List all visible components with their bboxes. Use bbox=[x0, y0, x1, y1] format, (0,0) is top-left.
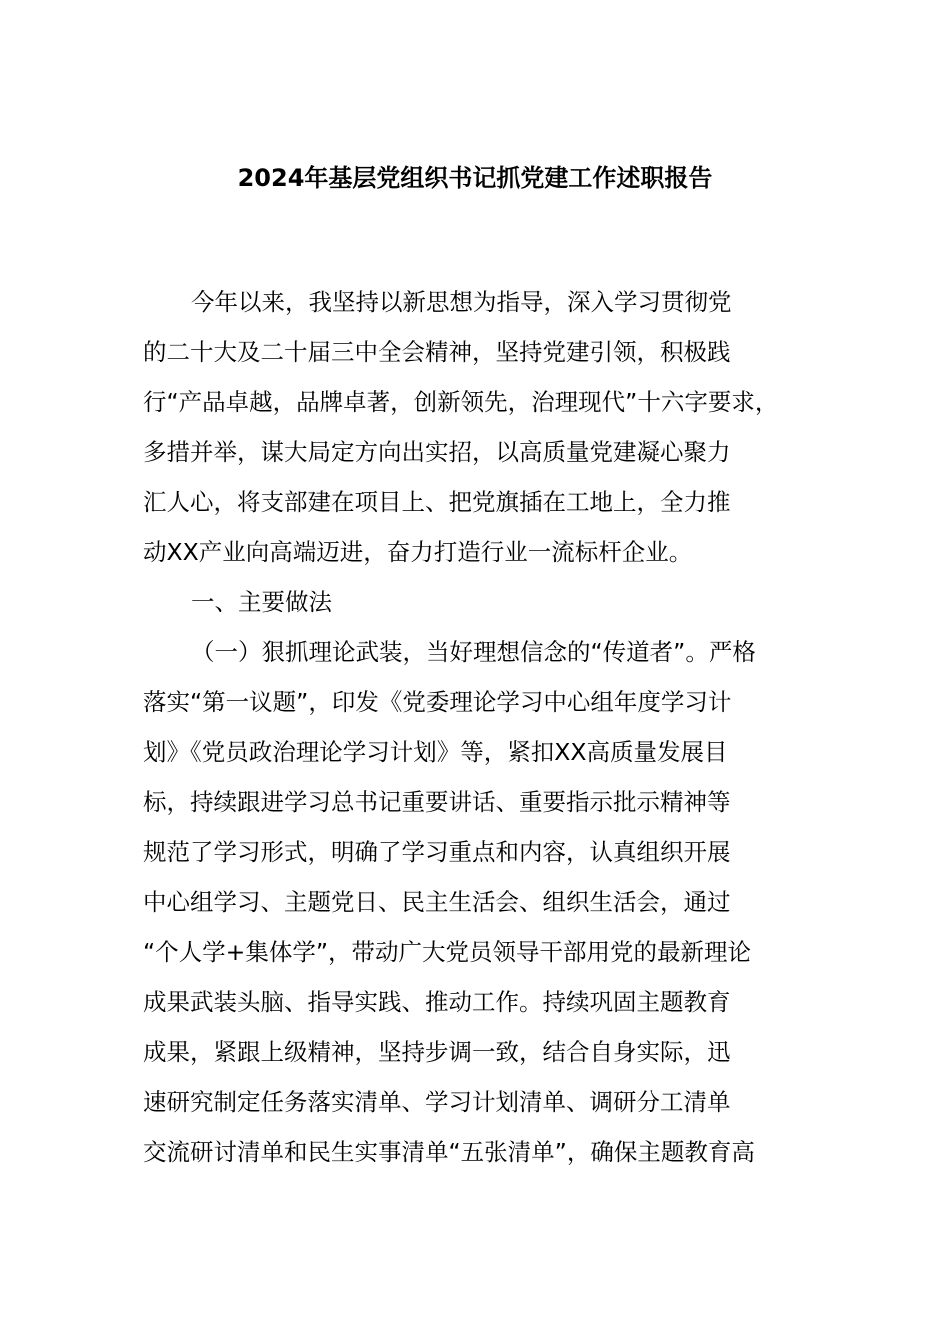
document-title: 2024年基层党组织书记抓党建工作述职报告 bbox=[237, 164, 713, 192]
subsection-line: 交流研讨清单和民生实事清单“五张清单”，确保主题教育高 bbox=[143, 1138, 755, 1166]
subsection-line: 规范了学习形式，明确了学习重点和内容，认真组织开展 bbox=[143, 838, 731, 866]
paragraph-intro-line: 多措并举，谋大局定方向出实招，以高质量党建凝心聚力 bbox=[143, 438, 731, 466]
document-body bbox=[143, 283, 843, 1183]
paragraph-intro-line: 的二十大及二十届三中全会精神，坚持党建引领，积极践 bbox=[143, 338, 731, 366]
paragraph-intro-line: 动XX产业向高端迈进，奋力打造行业一流标杆企业。 bbox=[143, 538, 693, 566]
subsection-line: 速研究制定任务落实清单、学习计划清单、调研分工清单 bbox=[143, 1088, 731, 1116]
paragraph-intro-line: 汇人心，将支部建在项目上、把党旗插在工地上，全力推 bbox=[143, 488, 731, 516]
paragraph-intro-line: 今年以来，我坚持以新思想为指导，深入学习贯彻党 bbox=[191, 288, 732, 316]
subsection-line: 划》《党员政治理论学习计划》等，紧扣XX高质量发展目 bbox=[143, 738, 728, 766]
subsection-line: “个人学+集体学”，带动广大党员领导干部用党的最新理论 bbox=[143, 938, 752, 966]
subsection-line: 落实“第一议题”，印发《党委理论学习中心组年度学习计 bbox=[143, 688, 732, 716]
section-heading: 一、主要做法 bbox=[191, 588, 332, 616]
subsection-line: （一）狠抓理论武装，当好理想信念的“传道者”。严格 bbox=[191, 638, 756, 666]
subsection-line: 成果武装头脑、指导实践、推动工作。持续巩固主题教育 bbox=[143, 988, 731, 1016]
subsection-line: 中心组学习、主题党日、民主生活会、组织生活会，通过 bbox=[143, 888, 731, 916]
subsection-line: 成果，紧跟上级精神，坚持步调一致，结合自身实际，迅 bbox=[143, 1038, 731, 1066]
subsection-line: 标，持续跟进学习总书记重要讲话、重要指示批示精神等 bbox=[143, 788, 731, 816]
paragraph-intro-line: 行“产品卓越，品牌卓著，创新领先，治理现代”十六字要求， bbox=[143, 388, 779, 416]
